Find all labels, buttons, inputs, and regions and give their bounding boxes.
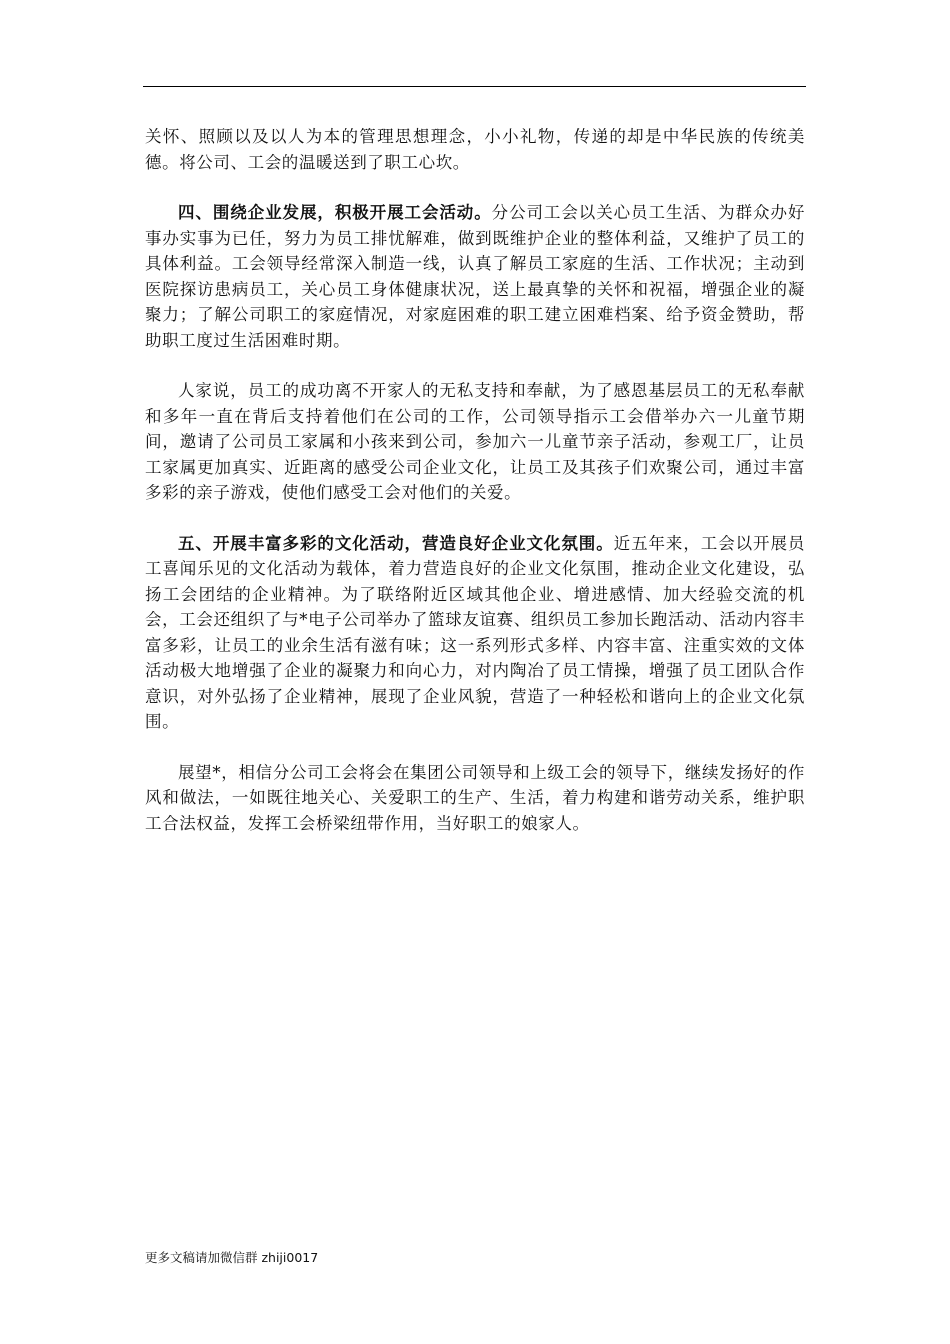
- paragraph-text: 关怀、照顾以及以人为本的管理思想理念，小小礼物，传递的却是中华民族的传统美德。将公司、工会的温暖送到了职工心坎。: [145, 127, 805, 172]
- paragraph-continuation: [145, 124, 805, 175]
- paragraph-text: 近五年来，工会以开展员工喜闻乐见的文化活动为载体，着力营造良好的企业文化氛围，推动企业文化建设，弘扬工会团结的企业精神。为了联络附近区域其他企业、增进感情、加大经验交流的机会，工会还组织了与*电子公司举办了篮球友谊赛、组织员工参加长跑活动、活动内容丰富多彩，让员工的业余生活有滋有味；这一系列形式多样、内容丰富、注重实效的文体活动极大地增强了企业的凝聚力和向心力，对内陶冶了员工情操，增强了员工团队合作意识，对外弘扬了企业精神，展现了企业风貌，营造了一种轻松和谐向上的企业文化氛围。: [145, 533, 805, 731]
- page-footer: 更多文稿请加微信群 zhiji0017: [145, 1250, 319, 1265]
- paragraph-section-five: [145, 531, 805, 735]
- paragraph-text: 人家说，员工的成功离不开家人的无私支持和奉献，为了感恩基层员工的无私奉献和多年一直在背后支持着他们在公司的工作，公司领导指示工会借举办六一儿童节期间，邀请了公司员工家属和小孩来到公司，参加六一儿童节亲子活动，参观工厂，让员工家属更加真实、近距离的感受公司企业文化，让员工及其孩子们欢聚公司，通过丰富多彩的亲子游戏，使他们感受工会对他们的关爱。: [145, 381, 805, 502]
- paragraph-section-four: [145, 200, 805, 353]
- header-rule: [143, 86, 806, 87]
- paragraph-outlook: [145, 760, 805, 837]
- paragraph-family-activity: [145, 378, 805, 506]
- section-heading: 四、围绕企业发展，积极开展工会活动。: [178, 203, 492, 222]
- section-heading: 五、开展丰富多彩的文化活动，营造良好企业文化氛围。: [178, 533, 614, 553]
- paragraph-text: 展望*，相信分公司工会将会在集团公司领导和上级工会的领导下，继续发扬好的作风和做法，一如既往地关心、关爱职工的生产、生活，着力构建和谐劳动关系，维护职工合法权益，发挥工会桥梁纽带作用，当好职工的娘家人。: [145, 762, 805, 833]
- paragraph-text: 分公司工会以关心员工生活、为群众办好事办实事为已任，努力为员工排忧解难，做到既维护企业的整体利益，又维护了员工的具体利益。工会领导经常深入制造一线，认真了解员工家庭的生活、工作状况；主动到医院探访患病员工，关心员工身体健康状况，送上最真挚的关怀和祝福，增强企业的凝聚力；了解公司职工的家庭情况，对家庭困难的职工建立困难档案、给予资金赞助，帮助职工度过生活困难时期。: [145, 203, 805, 350]
- document-body: [145, 124, 805, 836]
